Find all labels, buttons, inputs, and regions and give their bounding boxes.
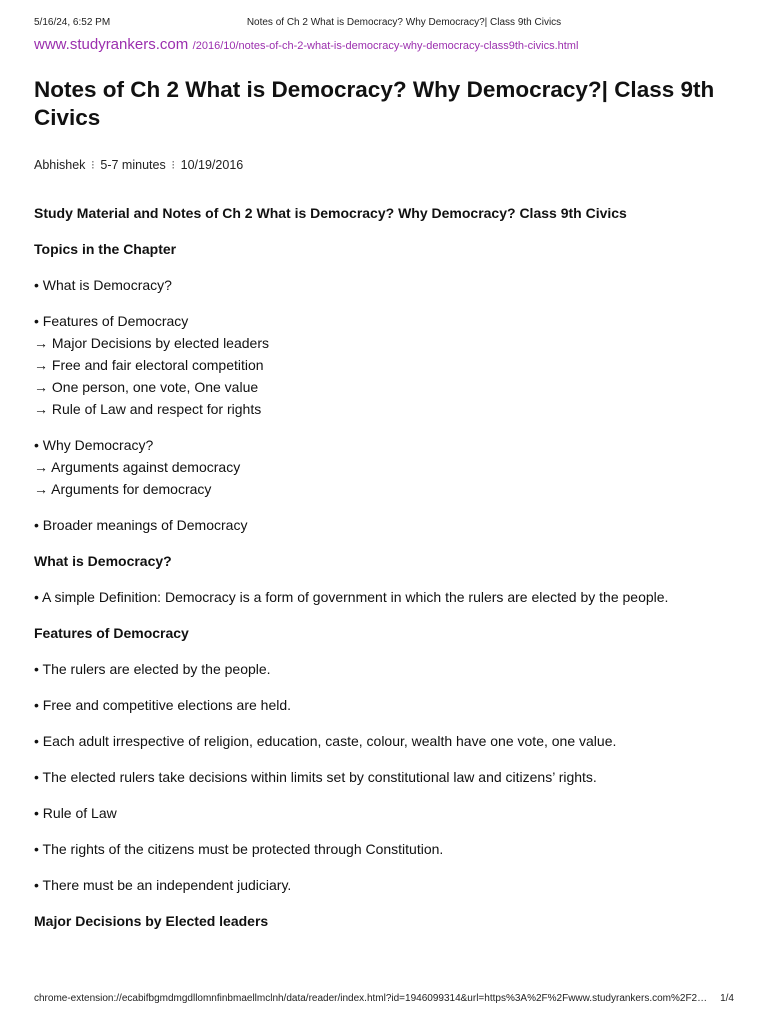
section-heading-major: Major Decisions by Elected leaders bbox=[34, 913, 269, 929]
topic-line: • Features of Democracy bbox=[34, 313, 189, 329]
print-footer-url: chrome-extension://ecabifbgmdmgdllomnfinbmaellmclnh/data/reader/index.html?id=1946099314&url=https%3A%2F%2Fwww.studyrankers.com%2F2… bbox=[34, 993, 708, 1004]
source-link[interactable] bbox=[34, 36, 748, 54]
topic-line: → Major Decisions by elected leaders bbox=[34, 335, 269, 351]
publish-date: 10/19/2016 bbox=[180, 158, 244, 172]
topic-item: • Broader meanings of Democracy bbox=[34, 517, 248, 533]
topic-group bbox=[34, 310, 734, 420]
page-number: 1/4 bbox=[720, 993, 734, 1004]
topic-line: → One person, one vote, One value bbox=[34, 379, 259, 395]
feature-item: • Each adult irrespective of religion, education, caste, colour, wealth have one vote, one value. bbox=[34, 733, 617, 749]
feature-item: • The rulers are elected by the people. bbox=[34, 661, 271, 677]
feature-item: • The elected rulers take decisions within limits set by constitutional law and citizens’ rights. bbox=[34, 769, 597, 785]
feature-item: • Rule of Law bbox=[34, 805, 117, 821]
feature-item: • Free and competitive elections are held. bbox=[34, 697, 292, 713]
feature-item: • The rights of the citizens must be protected through Constitution. bbox=[34, 841, 444, 857]
section-heading-features: Features of Democracy bbox=[34, 625, 189, 641]
topic-item: • What is Democracy? bbox=[34, 277, 172, 293]
source-domain-link[interactable]: www.studyrankers.com bbox=[34, 36, 189, 53]
definition-paragraph: • A simple Definition: Democracy is a form of government in which the rulers are elected by the people. bbox=[34, 589, 669, 605]
source-path-link[interactable]: /2016/10/notes-of-ch-2-what-is-democracy-why-democracy-class9th-civics.html bbox=[192, 40, 579, 52]
print-header bbox=[34, 17, 734, 33]
article bbox=[34, 76, 734, 946]
topic-line: • Why Democracy? bbox=[34, 437, 154, 453]
article-content bbox=[34, 202, 734, 932]
author-name: Abhishek bbox=[34, 158, 86, 172]
byline bbox=[34, 157, 734, 172]
feature-item: • There must be an independent judiciary. bbox=[34, 877, 292, 893]
byline-separator: ⁝ bbox=[171, 158, 176, 172]
topic-line: → Arguments for democracy bbox=[34, 481, 212, 497]
topic-line: → Rule of Law and respect for rights bbox=[34, 401, 262, 417]
read-time: 5-7 minutes bbox=[100, 158, 166, 172]
topic-line: → Free and fair electoral competition bbox=[34, 357, 264, 373]
intro-heading: Study Material and Notes of Ch 2 What is Democracy? Why Democracy? Class 9th Civics bbox=[34, 205, 627, 221]
topics-heading: Topics in the Chapter bbox=[34, 241, 177, 257]
byline-separator: ⁝ bbox=[90, 158, 95, 172]
topic-line: → Arguments against democracy bbox=[34, 459, 241, 475]
topic-group bbox=[34, 434, 734, 500]
section-heading-what: What is Democracy? bbox=[34, 553, 172, 569]
print-doc-title: Notes of Ch 2 What is Democracy? Why Democracy?| Class 9th Civics bbox=[246, 17, 562, 28]
article-title: Notes of Ch 2 What is Democracy? Why Democracy?| Class 9th Civics bbox=[34, 77, 715, 130]
print-datetime: 5/16/24, 6:52 PM bbox=[34, 17, 111, 28]
